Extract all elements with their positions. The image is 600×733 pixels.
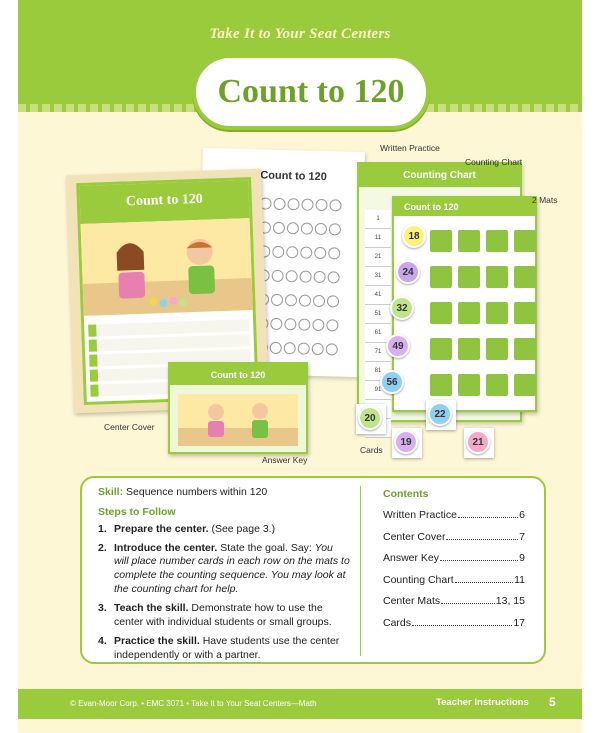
mat-number-disc: 24 — [396, 260, 420, 284]
footer-section: Teacher Instructions — [436, 697, 529, 708]
step-item: 4. Practice the skill. Have students use the center independently or with a partner. — [98, 634, 340, 661]
mat-row — [430, 302, 536, 324]
skill-line — [98, 486, 350, 500]
series-title: Take It to Your Seat Centers — [209, 26, 391, 42]
mat-title: Count to 120 — [394, 198, 535, 216]
caption-center-cover: Center Cover — [104, 422, 155, 432]
instructions-column — [98, 486, 350, 667]
contents-item: Cards 17 — [383, 616, 525, 629]
caption-answer-key: Answer Key — [262, 455, 308, 465]
mat-number-disc: 18 — [402, 224, 426, 248]
step-item: 3. Teach the skill. Demonstrate how to use the center with individual students or small groups. — [98, 602, 332, 628]
worksheet-row — [256, 341, 338, 355]
answer-key-illustration — [178, 394, 298, 446]
contents-item: Counting Chart 11 — [383, 573, 525, 586]
answer-key-card — [168, 362, 308, 454]
page-title: Count to 120 — [217, 73, 405, 110]
skill-label: Skill: — [98, 486, 124, 498]
steps-heading: Steps to Follow — [98, 505, 176, 518]
worksheet-title: Count to 120 — [260, 169, 328, 184]
caption-counting-chart: Counting Chart — [465, 157, 523, 167]
caption-written-practice: Written Practice — [380, 143, 440, 153]
contents-item: Answer Key 9 — [383, 552, 525, 564]
number-card: 21 — [464, 428, 494, 458]
page-number: 5 — [549, 695, 556, 709]
worksheet-row — [257, 293, 339, 307]
footer-copyright: © Evan-Moor Corp. • EMC 3071 • Take It to Your Seat Centers—Math — [70, 699, 317, 708]
chart-title: Counting Chart — [359, 164, 520, 187]
step-item: 1. Prepare the center. (See page 3.) — [98, 522, 276, 535]
contents-item: Center Cover 7 — [383, 530, 525, 543]
caption-cards: Cards — [360, 445, 383, 455]
cover-illustration — [81, 218, 253, 316]
cover-title: Count to 120 — [79, 180, 249, 224]
chart-column: 1 11 21 31 41 51 61 71 81 91 — [365, 210, 391, 438]
number-card: 20 — [356, 404, 386, 434]
worksheet-row — [257, 269, 339, 283]
contents-column — [383, 488, 525, 638]
worksheet-row — [259, 221, 341, 235]
mat-row — [430, 266, 536, 288]
worksheet-row — [256, 317, 338, 331]
worksheet-row — [258, 245, 340, 259]
answer-key-title: Count to 120 — [170, 364, 306, 385]
mat-row — [430, 338, 536, 360]
mat-row — [430, 230, 536, 252]
number-card: 19 — [392, 428, 422, 458]
contents-list — [383, 509, 525, 638]
worksheet-row — [259, 197, 341, 211]
mat-row — [430, 374, 536, 396]
title-pill — [192, 54, 430, 130]
steps-list — [98, 523, 350, 663]
contents-heading: Contents — [383, 488, 429, 500]
mat-number-disc: 56 — [380, 370, 404, 394]
column-divider — [360, 486, 361, 656]
skill-text: Sequence numbers within 120 — [126, 486, 268, 498]
mat-number-disc: 32 — [390, 296, 414, 320]
contents-item: Written Practice 6 — [383, 509, 525, 521]
mat-number-disc: 49 — [386, 334, 410, 358]
caption-mats: 2 Mats — [532, 195, 558, 205]
step-item: 2. Introduce the center. State the goal. Say: You will place number cards in each row on the mats to complete the counting sequence. You may look at the counting chart for help. — [98, 541, 350, 596]
contents-item: Center Mats 13, 15 — [383, 595, 525, 607]
number-card: 22 — [426, 400, 456, 430]
